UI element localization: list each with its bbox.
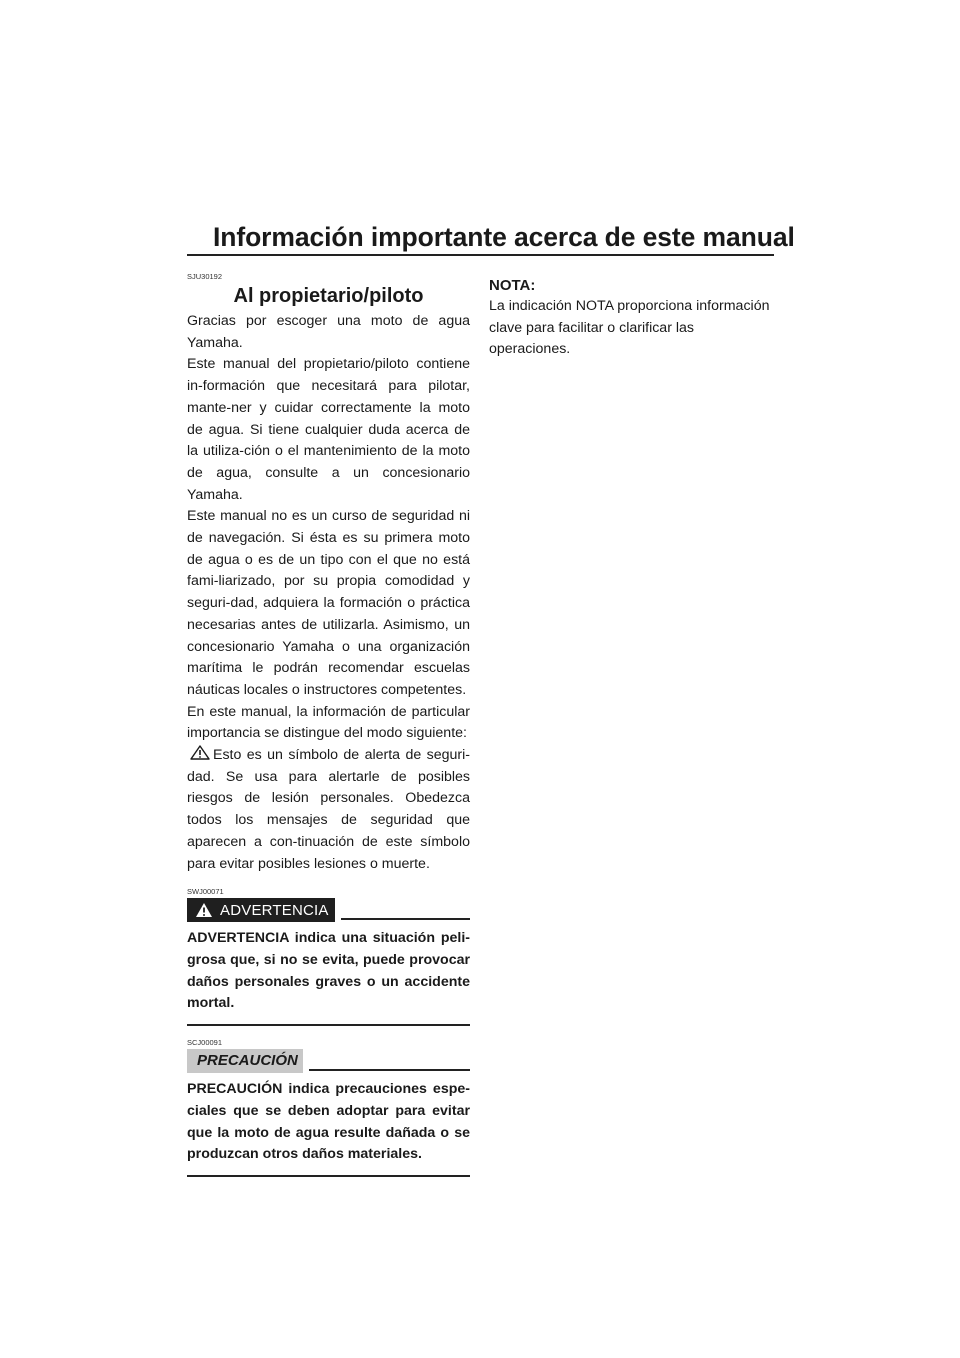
paragraph: Este manual no es un curso de seguridad ni de navegación. Si ésta es su primera moto de agua o es de un tipo con el que no está fami-liarizado, por su propia comodidad y seguri-dad, adquiera la formación o práctica necesarias antes de utilizarla. Asimismo, un concesionario Yamaha o una organización marítima le podrán recomendar escuelas náuticas locales o instructores competentes. xyxy=(187,508,470,698)
alert-symbol-paragraph xyxy=(187,745,470,875)
warning-triangle-icon xyxy=(195,902,213,918)
right-column xyxy=(489,276,774,361)
note-text: La indicación NOTA proporciona información clave para facilitar o clarificar las operaciones. xyxy=(489,298,770,358)
warning-code: SWJ00071 xyxy=(187,887,224,897)
caution-heading-rule xyxy=(309,1069,470,1071)
caution-end-rule xyxy=(187,1175,470,1177)
warning-triangle-icon xyxy=(187,745,213,760)
section-code: SJU30192 xyxy=(187,272,223,281)
caution-heading xyxy=(187,1048,470,1074)
page-title: Información importante acerca de este manual xyxy=(213,222,795,252)
paragraph: Gracias por escoger una moto de agua Yamaha. xyxy=(187,313,470,351)
alert-description: Esto es un símbolo de alerta de seguri-dad. Se usa para alertarle de posibles riesgos de lesión personales. Obedezca todos los mensajes de seguridad que aparecen a con-tinuación de este símbolo para evitar posibles lesiones o muerte. xyxy=(187,747,470,872)
warning-end-rule xyxy=(187,1024,470,1026)
warning-label: ADVERTENCIA xyxy=(220,901,329,919)
warning-heading xyxy=(187,897,470,923)
caution-code: SCJ00091 xyxy=(187,1038,223,1048)
paragraph: En este manual, la información de particular importancia se distingue del modo siguiente: xyxy=(187,703,470,742)
left-column xyxy=(187,272,470,1177)
paragraph: Este manual del propietario/piloto contiene in-formación que necesitará para pilotar, mante-ner y cuidar correctamente la moto de agua. Si tiene cualquier duda acerca de la utiliza-ción o el mantenimiento de la moto de agua, consulte a un concesionario Yamaha. xyxy=(187,356,470,503)
warning-text: ADVERTENCIA indica una situación peli-grosa que, si no se evita, puede provocar daños personales graves o un accidente mortal. xyxy=(187,930,470,1012)
section-title: Al propietario/piloto xyxy=(233,285,424,307)
caution-text: PRECAUCIÓN indica precauciones espe-ciales que se deben adoptar para evitar que la moto de agua resulte dañada o se produzcan otros daños materiales. xyxy=(187,1081,470,1163)
warning-label-box xyxy=(187,898,335,922)
caution-label: PRECAUCIÓN xyxy=(187,1049,303,1073)
note-title: NOTA: xyxy=(489,277,536,294)
header-divider xyxy=(187,254,774,256)
warning-heading-rule xyxy=(341,918,470,920)
